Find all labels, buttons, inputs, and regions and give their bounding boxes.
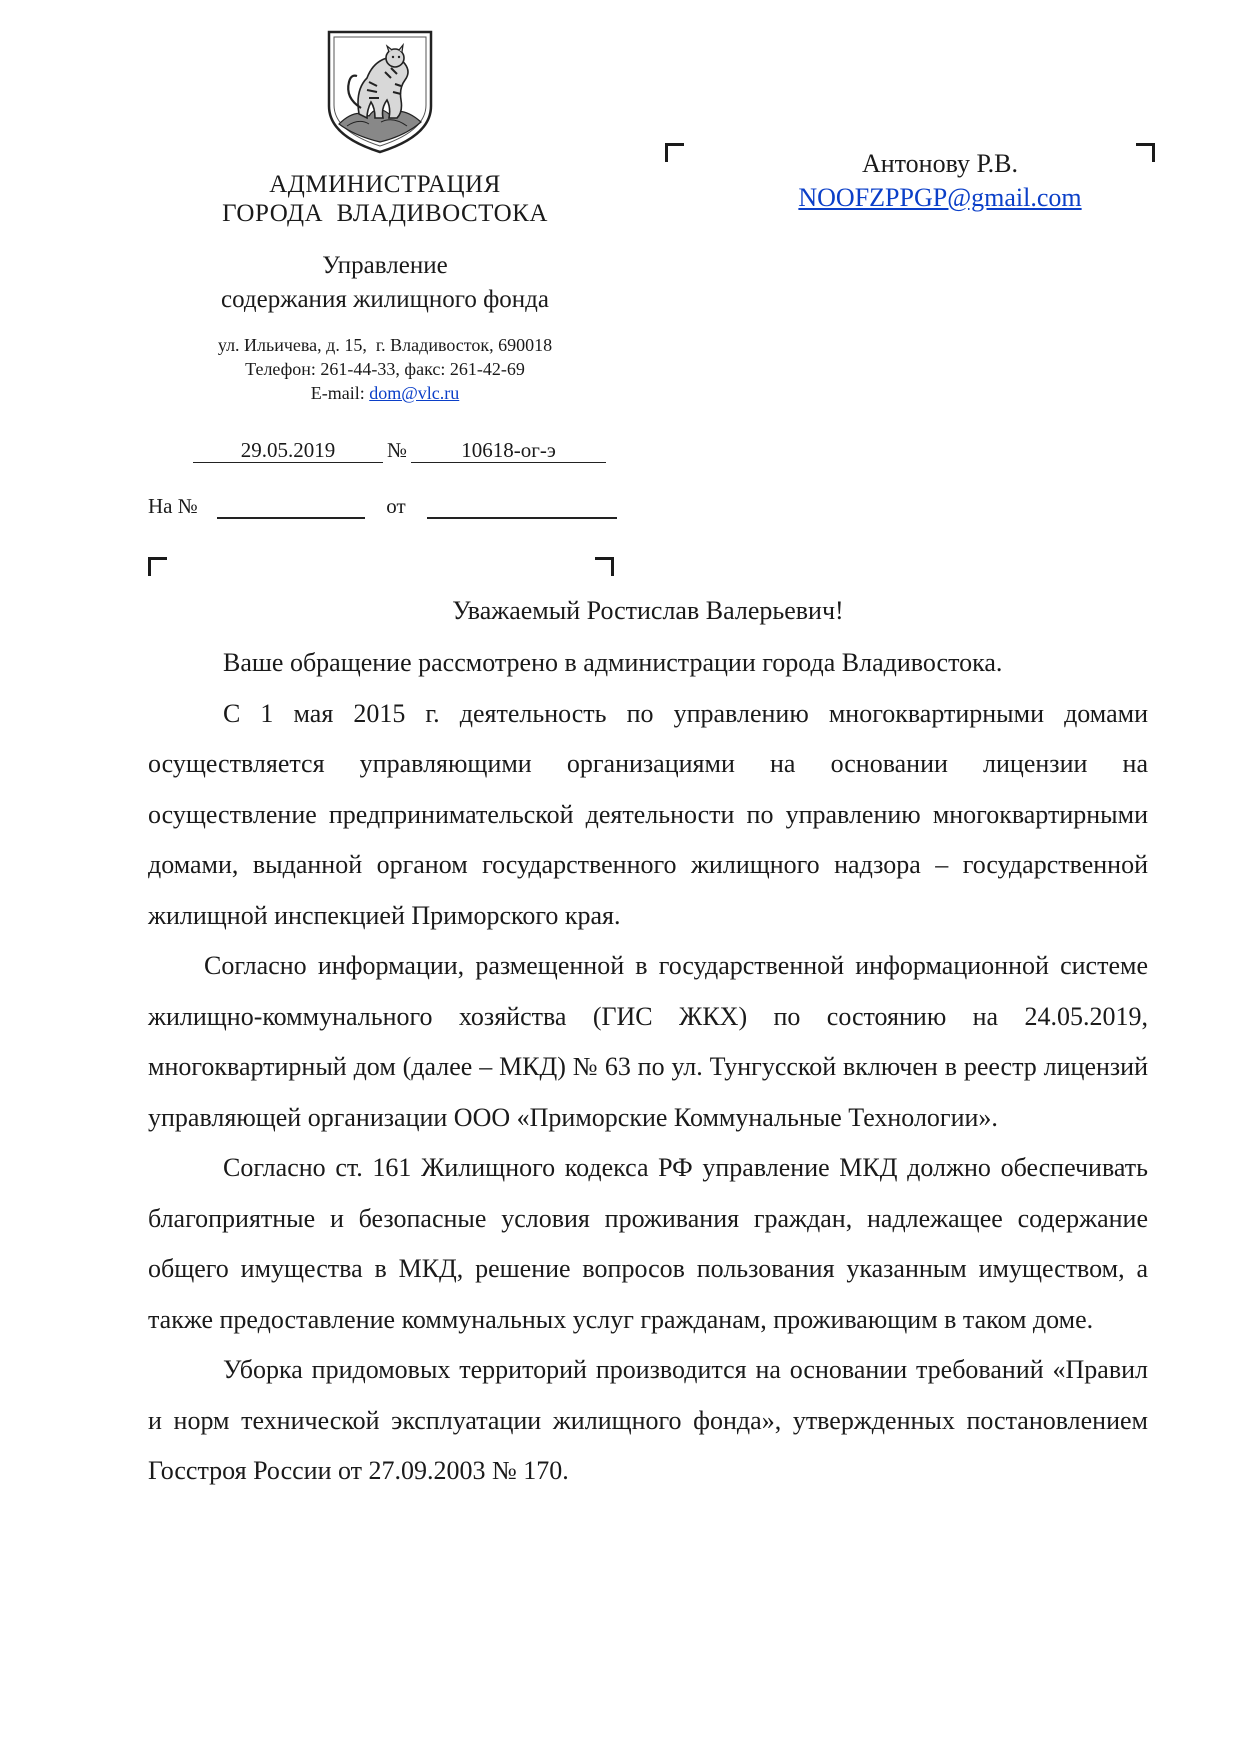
registration-number-label: № xyxy=(387,438,408,462)
department-line-1: Управление xyxy=(322,252,448,279)
addressee-email-link[interactable]: NOOFZPPGP@gmail.com xyxy=(798,183,1082,212)
department-email-link[interactable]: dom@vlc.ru xyxy=(369,383,460,403)
addressee-name: Антонову Р.В. xyxy=(861,149,1019,178)
registration-date: 29.05.2019 xyxy=(193,438,383,463)
letter-greeting: Уважаемый Ростислав Валерьевич! xyxy=(452,596,844,625)
addressee-corner-mark-left xyxy=(665,143,684,162)
phone-text: Телефон: 261-44-33, факс: 261-42-69 xyxy=(245,359,525,379)
organization-line-2: ГОРОДА ВЛАДИВОСТОКА xyxy=(222,200,548,227)
subject-corner-mark-right xyxy=(595,557,614,576)
subject-corner-mark-left xyxy=(148,557,167,576)
registration-line xyxy=(193,438,606,463)
addressee-block xyxy=(700,147,1180,215)
department-name xyxy=(185,249,585,317)
coat-of-arms-icon xyxy=(325,28,435,156)
address-text: ул. Ильичева, д. 15, г. Владивосток, 690018 xyxy=(217,335,553,355)
reference-date-blank xyxy=(427,497,617,519)
letter-paragraph-2: С 1 мая 2015 г. деятельность по управлению многоквартирными домами осуществляется управляющими организациями на основании лицензии на осуществление предпринимательской деятельности по управлению многоквартирными домами, выданной органом государственного жилищного надзора – государственной жилищной инспекцией Приморского края. xyxy=(148,698,1148,930)
letter-paragraph-1: Ваше обращение рассмотрено в администрации города Владивостока. xyxy=(223,648,1003,677)
email-label: E-mail: xyxy=(310,383,370,403)
reference-from-label: от xyxy=(386,494,406,518)
reference-number-label: На № xyxy=(148,494,198,518)
contact-block xyxy=(185,333,585,405)
letter-paragraph-3: Согласно информации, размещенной в государственной информационной системе жилищно-коммунального хозяйства (ГИС ЖКХ) по состоянию на 24.05.2019, многоквартирный дом (далее – МКД) № 63 по ул. Тунгусской включен в реестр лицензий управляющей организации ООО «Приморские Коммунальные Технологии». xyxy=(148,951,1148,1132)
reference-number-blank xyxy=(217,497,365,519)
email-row xyxy=(185,381,585,405)
reference-line xyxy=(148,494,617,519)
organization-name xyxy=(185,170,585,228)
letter-paragraph-5: Уборка придомовых территорий производится на основании требований «Правил и норм технической эксплуатации жилищного фонда», утвержденных постановлением Госстроя России от 27.09.2003 № 170. xyxy=(148,1355,1148,1485)
registration-number: 10618-ог-э xyxy=(411,438,606,463)
letter-body xyxy=(148,638,1148,1497)
letter-paragraph-4: Согласно ст. 161 Жилищного кодекса РФ управление МКД должно обеспечивать благоприятные и безопасные условия проживания граждан, надлежащее содержание общего имущества в МКД, решение вопросов пользования указанным имуществом, а также предоставление коммунальных услуг гражданам, проживающим в таком доме. xyxy=(148,1153,1148,1334)
organization-line-1: АДМИНИСТРАЦИЯ xyxy=(269,171,501,198)
department-line-2: содержания жилищного фонда xyxy=(221,286,549,313)
